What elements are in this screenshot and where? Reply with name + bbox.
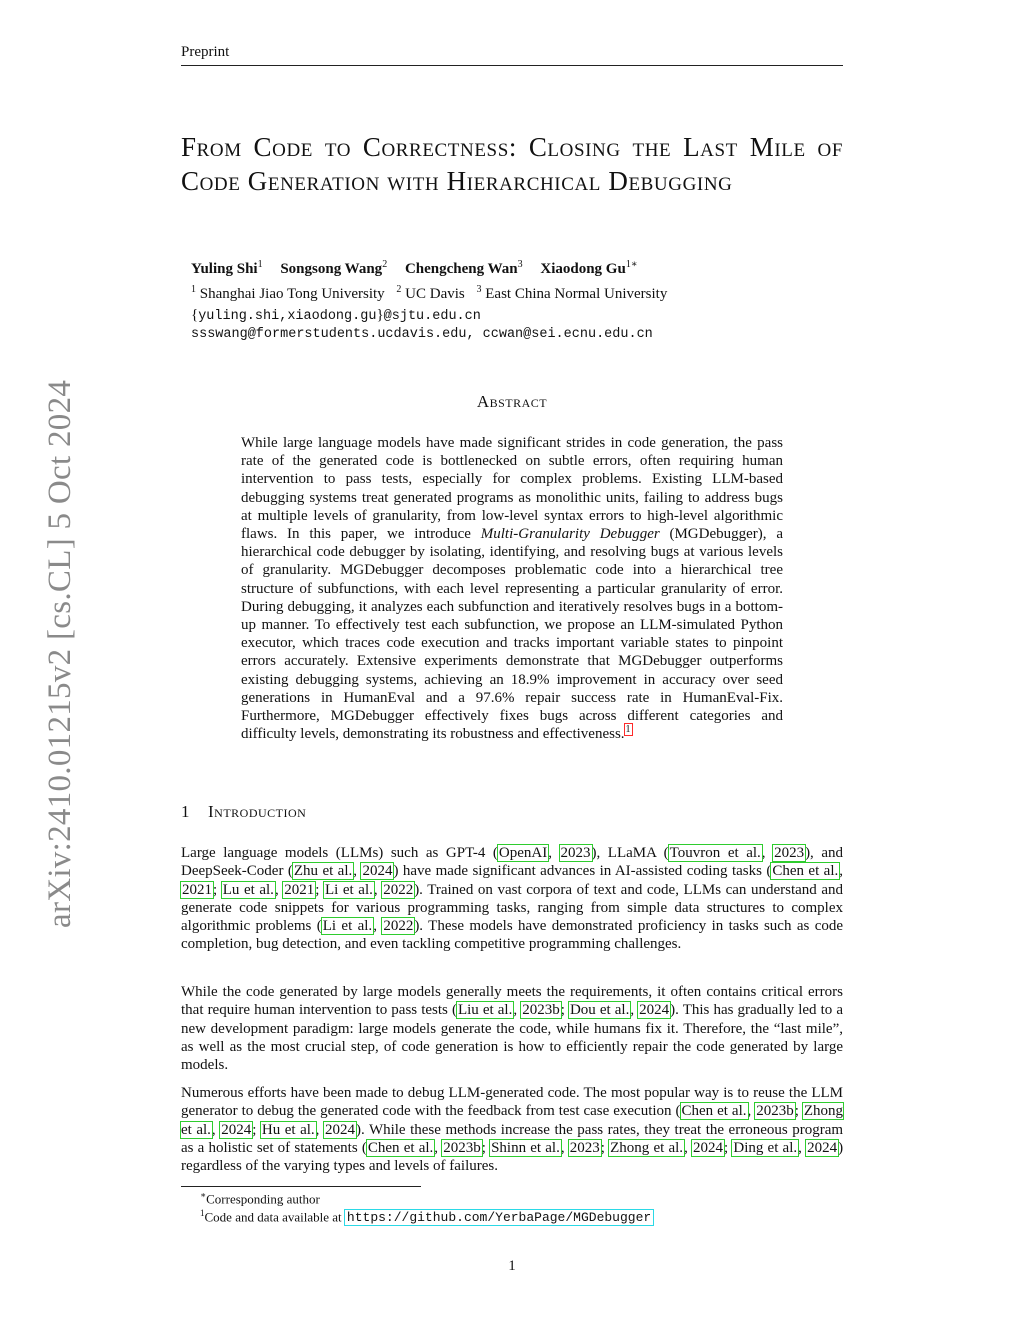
citation-link[interactable]: Chen et al.: [772, 863, 839, 880]
citation-link[interactable]: 2024: [324, 1121, 355, 1138]
running-head: Preprint: [181, 44, 230, 60]
citation-link[interactable]: 2024: [639, 1002, 670, 1019]
footnote-mark: 1: [200, 1208, 205, 1218]
author-name: Yuling Shi: [191, 261, 258, 277]
email-line-2: ssswang@formerstudents.ucdavis.edu, ccwan@sei.ecnu.edu.cn: [191, 327, 653, 342]
affiliation-mark: 2: [396, 284, 402, 295]
affiliation-name: Shanghai Jiao Tong University: [199, 286, 385, 302]
citation-link[interactable]: 2023: [774, 845, 805, 861]
citation-link[interactable]: 2024: [693, 1139, 723, 1156]
footnote-rule: [181, 1186, 421, 1187]
section-number: 1: [181, 802, 190, 821]
affiliation: [191, 286, 385, 302]
citation-link[interactable]: 2023: [560, 845, 591, 861]
email-domain: @sjtu.edu.cn: [383, 309, 481, 324]
abstract-text: (MGDebugger), a hierarchical code debugger by isolating, identifying, and resolving bugs at various levels of granularity. MGDebugger decomposes problematic code into a hierarchical tree structure of subfunctions, with each level representing a particular granularity of error. During debugging, it analyzes each subfunction and iteratively resolves bugs in a bottom-up manner. To effectively test each subfunction, we propose an LLM-simulated Python executor, which traces code execution and tracks important variable states to pinpoint errors accurately. Extensive experiments demonstrate that MGDebugger outperforms existing debugging systems, achieving an 18.9% improvement in accuracy over seed generations in HumanEval and a 97.6% repair success rate in HumanEval-Fix. Furthermore, MGDebugger effectively fixes bugs across different categories and difficulty levels, demonstrating its robustness and effectiveness.: [241, 526, 783, 743]
author-mark: 1: [257, 259, 263, 270]
author: [405, 261, 523, 277]
email-names: yuling.shi,xiaodong.gu: [198, 309, 377, 324]
paragraph: Large language models (LLMs) such as GPT-4 (OpenAI, 2023), LLaMA (Touvron et al., 2023), and DeepSeek-Coder (Zhu et al., 2024) have made significant advances in AI-assisted coding tasks (Chen et al., 2021; Lu et al., 2021; Li et al., 2022). Trained on vast corpora of text and code, LLMs can understand and generate code snippets for various programming tasks, ranging from simple data structures to complex algorithmic problems (Li et al., 2022). These models have demonstrated proficiency in tasks such as code completion, bug detection, and even tackling competitive programming challenges.: [181, 845, 844, 953]
affiliation: [477, 286, 668, 302]
citation-link[interactable]: Shinn et al.: [491, 1139, 560, 1156]
citation-link[interactable]: Chen et al.: [367, 1139, 434, 1156]
citation-link[interactable]: Li et al.: [325, 881, 373, 898]
citation-link[interactable]: Liu et al.: [457, 1002, 513, 1019]
citation-link[interactable]: Ding et al.: [733, 1139, 798, 1156]
citation-link[interactable]: Dou et al.: [569, 1002, 630, 1019]
abstract-heading: Abstract: [476, 392, 548, 411]
citation-link[interactable]: Zhong et al.: [181, 1103, 843, 1138]
author-name: Xiaodong Gu: [540, 261, 626, 277]
citation-link[interactable]: Zhu et al.: [293, 863, 353, 880]
affiliation-mark: 1: [191, 284, 196, 295]
arxiv-identifier: arXiv:2410.01215v2 [cs.CL] 5 Oct 2024: [42, 379, 78, 928]
author-mark: 3: [517, 259, 523, 270]
footnote: [200, 1208, 653, 1225]
affiliation-name: East China Normal University: [485, 286, 668, 302]
section-title: Introduction: [208, 802, 307, 821]
author-mark: 1∗: [625, 259, 638, 270]
citation-link[interactable]: Lu et al.: [222, 881, 274, 898]
footnote-link[interactable]: 1: [625, 724, 631, 736]
citation-link[interactable]: Li et al.: [322, 918, 373, 935]
citation-link[interactable]: OpenAI: [498, 845, 548, 861]
affiliation: [396, 286, 464, 302]
citation-link[interactable]: 2024: [362, 863, 393, 880]
paper-title: From Code to Correctness: Closing the Last Mile of Code Generation with Hierarchical Debugging: [181, 132, 843, 196]
citation-link[interactable]: 2022: [383, 918, 414, 935]
abstract-text: While large language models have made significant strides in code generation, the pass rate of the generated code is bottlenecked on subtle errors, often requiring human intervention to pass tests, especially for complex problems. Existing LLM-based debugging systems treat generated programs as monolithic units, failing to address bugs at multiple levels of granularity, from low-level syntax errors to high-level algorithmic flaws. In this paper, we introduce: [241, 435, 783, 543]
paragraph: Numerous efforts have been made to debug LLM-generated code. The most popular way is to reuse the LLM generator to debug the generated code with the feedback from test case execution (Chen et al., 2023b; Zhong et al., 2024; Hu et al., 2024). While these methods increase the pass rates, they treat the erroneous program as a holistic set of statements (Chen et al., 2023b; Shinn et al., 2023; Zhong et al., 2024; Ding et al., 2024) regardless of the varying types and levels of failures.: [181, 1085, 844, 1175]
paragraph: While the code generated by large models generally meets the requirements, it often contains critical errors that require human intervention to pass tests (Liu et al., 2023b; Dou et al., 2024). This has gradually led to a new development paradigm: large models generate the code, while humans fix it. Therefore, the “last mile”, as well as the most crucial step, of code generation is how to efficiently repair the code generated by large models.: [181, 984, 844, 1074]
citation-link[interactable]: 2023: [569, 1139, 600, 1156]
citation-link[interactable]: Chen et al.: [681, 1103, 747, 1120]
section-heading: [181, 802, 306, 822]
affiliation-mark: 3: [476, 284, 482, 295]
author-name: Chengcheng Wan: [404, 261, 518, 277]
author: [191, 261, 263, 277]
abstract-emphasis: Multi-Granularity Debugger: [480, 526, 660, 543]
footnote-text: Code and data available at: [204, 1209, 345, 1225]
citation-link[interactable]: 2023b: [756, 1103, 794, 1120]
email-line-1: [191, 307, 481, 324]
author-mark: 2: [382, 259, 388, 270]
footnote-text: Corresponding author: [206, 1191, 320, 1207]
code-url-link[interactable]: https://github.com/YerbaPage/MGDebugger: [346, 1210, 652, 1226]
abstract-body: [241, 434, 783, 743]
brace-open: {: [191, 307, 199, 323]
citation-link[interactable]: Hu et al.: [261, 1121, 315, 1138]
citation-link[interactable]: 2023b: [522, 1002, 560, 1019]
footnote-mark: ∗: [200, 1190, 207, 1200]
citation-link[interactable]: 2023b: [443, 1139, 481, 1156]
citation-link[interactable]: 2021: [182, 881, 212, 898]
author: [540, 261, 637, 277]
citation-link[interactable]: 2022: [383, 881, 414, 898]
affiliation-list: [191, 284, 675, 303]
affiliation-name: UC Davis: [405, 286, 465, 302]
header-rule: [181, 65, 843, 66]
author-list: [191, 259, 652, 278]
brace-close: }: [376, 307, 384, 323]
author: [280, 261, 387, 277]
footnote: [200, 1190, 320, 1207]
citation-link[interactable]: 2024: [221, 1121, 252, 1138]
author-name: Songsong Wang: [280, 261, 383, 277]
page-number: 1: [508, 1258, 516, 1274]
citation-link[interactable]: Zhong et al.: [610, 1139, 684, 1156]
citation-link[interactable]: 2024: [807, 1139, 838, 1156]
citation-link[interactable]: Touvron et al.: [669, 845, 761, 861]
citation-link[interactable]: 2021: [284, 881, 315, 898]
